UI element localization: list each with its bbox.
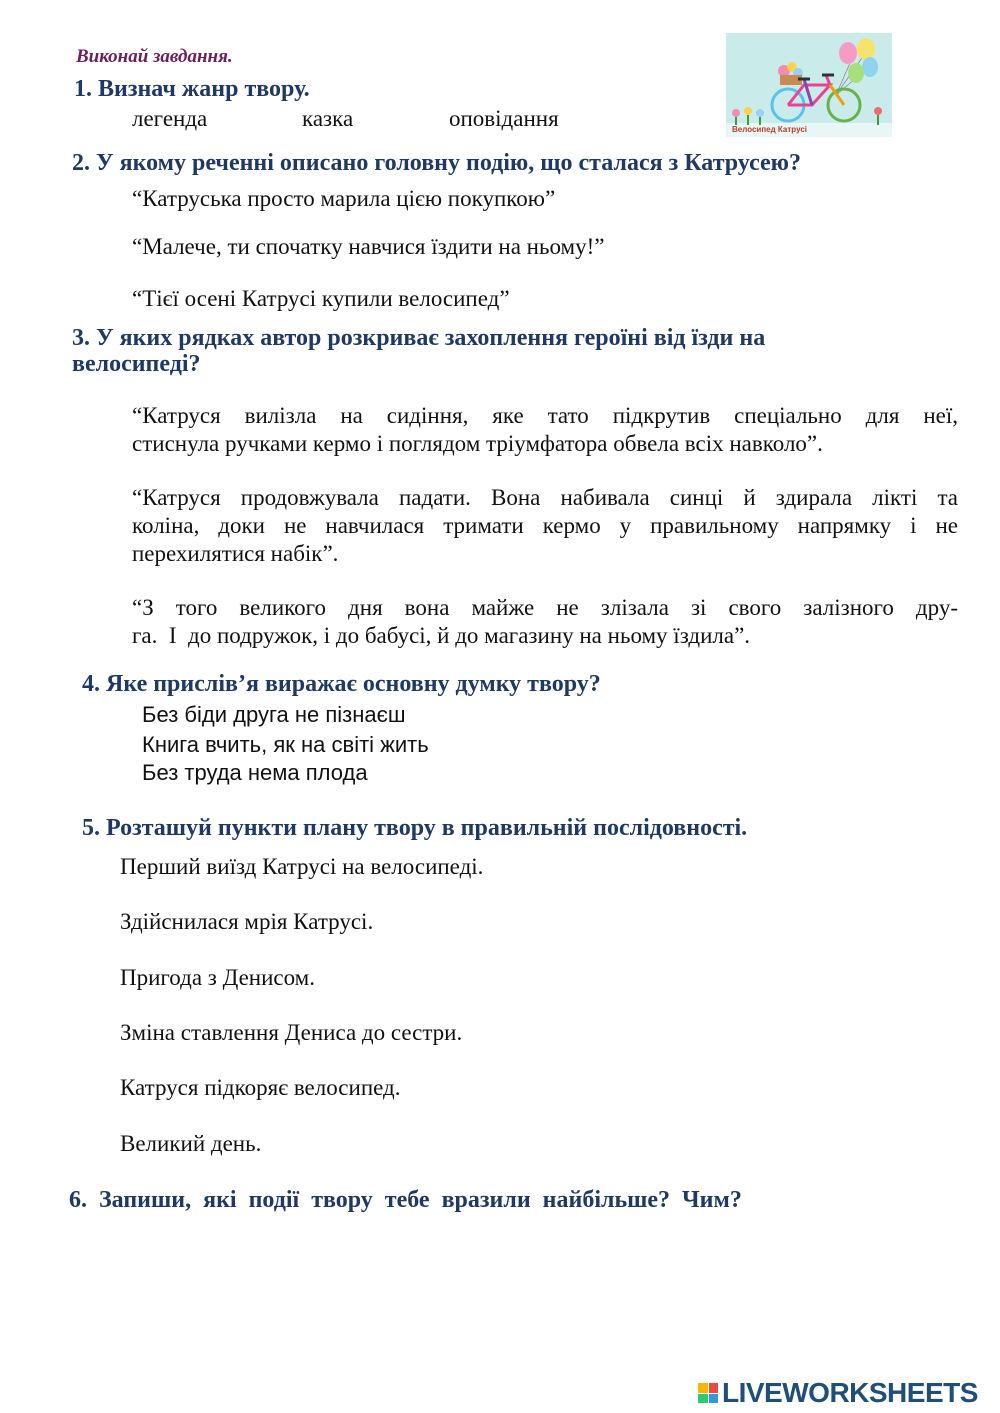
- answer-option-line[interactable]: стиснула ручками кермо і поглядом тріумфатора обвела всіх навколо”.: [132, 431, 823, 456]
- answer-option-line[interactable]: перехилятися набік”.: [132, 541, 339, 566]
- answer-option-line[interactable]: “Катруся продовжувала падати. Вона набивала синці й здирала лікті та: [132, 485, 958, 510]
- answer-option-line[interactable]: га. І до подружок, і до бабусі, й до магазину на ньому їздила”.: [132, 623, 751, 648]
- plan-item[interactable]: Здійснилася мрія Катрусі.: [120, 909, 374, 934]
- answer-option[interactable]: Книга вчить, як на світі жить: [142, 732, 429, 757]
- answer-option[interactable]: “Тієї осені Катрусі купили велосипед”: [132, 286, 510, 311]
- illustration-caption: Велосипед Катрусі: [732, 125, 807, 134]
- answer-option[interactable]: оповідання: [449, 106, 559, 131]
- answer-option-line[interactable]: коліна, доки не навчилася тримати кермо у правильному напрямку і не: [132, 513, 958, 538]
- answer-option-line[interactable]: “З того великого дня вона майже не злізала зі свого залізного дру-: [132, 595, 958, 620]
- question-1-title: 1. Визнач жанр твору.: [74, 76, 310, 102]
- brand-name: LIVEWORKSHEETS: [722, 1377, 978, 1408]
- question-3-title: 3. У яких рядках автор розкриває захоплення героїні від їзди на: [72, 325, 766, 351]
- liveworksheets-logo: [698, 1378, 978, 1408]
- answer-option-line[interactable]: “Катруся вилізла на сидіння, яке тато підкрутив спеціально для неї,: [132, 403, 958, 428]
- plan-item[interactable]: Пригода з Денисом.: [120, 965, 315, 990]
- question-2-title: 2. У якому реченні описано головну подію, що сталася з Катрусею?: [72, 150, 801, 176]
- answer-option[interactable]: Без біди друга не пізнаєш: [142, 702, 406, 727]
- question-3-title-cont: велосипеді?: [72, 351, 201, 377]
- question-5-title: 5. Розташуй пункти плану твору в правильній послідовності.: [82, 815, 748, 841]
- bicycle-illustration: [726, 33, 892, 137]
- answer-option[interactable]: Без труда нема плода: [142, 760, 368, 785]
- instructions-heading: Виконай завдання.: [76, 46, 233, 67]
- plan-item[interactable]: Перший виїзд Катрусі на велосипеді.: [120, 854, 484, 879]
- answer-option[interactable]: казка: [302, 106, 354, 131]
- question-6-title: 6. Запиши, які події твору тебе вразили найбільше? Чим?: [69, 1187, 742, 1213]
- question-4-title: 4. Яке прислів’я виражає основну думку твору?: [82, 671, 601, 697]
- logo-icon: [698, 1383, 718, 1403]
- plan-item[interactable]: Зміна ставлення Дениса до сестри.: [120, 1020, 463, 1045]
- answer-option[interactable]: “Катруська просто марила цією покупкою”: [132, 186, 556, 211]
- bicycle-icon: [726, 33, 892, 137]
- plan-item[interactable]: Катруся підкоряє велосипед.: [120, 1075, 401, 1100]
- answer-option[interactable]: “Малече, ти спочатку навчися їздити на ньому!”: [132, 234, 605, 259]
- answer-option[interactable]: легенда: [132, 106, 208, 131]
- plan-item[interactable]: Великий день.: [120, 1131, 262, 1156]
